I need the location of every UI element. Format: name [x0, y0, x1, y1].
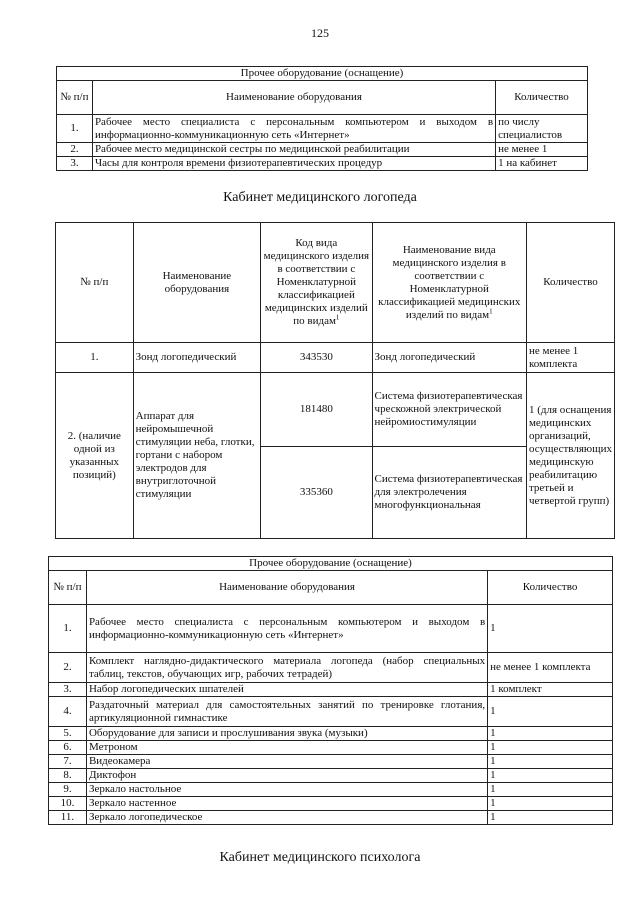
logoped-equipment-table: [55, 222, 615, 539]
cell-qty: 1: [488, 769, 613, 783]
other-equipment-table-2: [48, 556, 613, 825]
table-row: [49, 727, 613, 741]
table-row: [49, 683, 613, 697]
col-header-name: Наименование оборудования: [133, 223, 261, 343]
table-row: [49, 797, 613, 811]
cell-name: Оборудование для записи и прослушивания звука (музыки): [86, 727, 487, 741]
table-row: [57, 157, 588, 171]
cell-num: 7.: [49, 755, 87, 769]
cell-qty: 1 комплект: [488, 683, 613, 697]
cell-qty: не менее 1 комплекта: [526, 343, 614, 373]
table-row: [56, 343, 615, 373]
cell-name: Видеокамера: [86, 755, 487, 769]
col-header-qty: Количество: [496, 81, 588, 115]
table-row: [56, 373, 615, 447]
cell-code: 335360: [261, 447, 372, 539]
table-row: [49, 697, 613, 727]
cell-qty: не менее 1 комплекта: [488, 653, 613, 683]
table-row: [57, 143, 588, 157]
cell-num: 11.: [49, 811, 87, 825]
cell-qty: 1: [488, 783, 613, 797]
cell-qty: не менее 1: [496, 143, 588, 157]
cell-qty: 1: [488, 811, 613, 825]
table-row: [49, 605, 613, 653]
table-row: [49, 653, 613, 683]
table-row: [49, 783, 613, 797]
cell-type: Зонд логопедический: [372, 343, 526, 373]
cell-code: 181480: [261, 373, 372, 447]
cell-name: Аппарат для нейромышечной стимуляции неба, глотки, гортани с набором электродов для внутриглоточной стимуляции: [133, 373, 261, 539]
cell-num: 8.: [49, 769, 87, 783]
col-header-type: Наименование вида медицинского изделия в соответствии с Номенклатурной классификацией медицинских изделий по видам$^1$: [372, 223, 526, 343]
cell-name: Рабочее место медицинской сестры по медицинской реабилитации: [92, 143, 495, 157]
cell-num: 3.: [57, 157, 93, 171]
table-caption: Прочее оборудование (оснащение): [49, 557, 613, 571]
other-equipment-table-1: [56, 66, 588, 171]
section-heading-psych: Кабинет медицинского психолога: [219, 850, 421, 865]
cell-num: 1.: [56, 343, 134, 373]
cell-num: 5.: [49, 727, 87, 741]
table-row: [49, 769, 613, 783]
cell-name: Зеркало настольное: [86, 783, 487, 797]
cell-qty: 1: [488, 605, 613, 653]
table-caption: Прочее оборудование (оснащение): [57, 67, 588, 81]
cell-num: 1.: [57, 115, 93, 143]
cell-qty: 1 (для оснащения медицинских организаций, осуществляющих медицинскую реабилитацию третьей и четвертой групп): [526, 373, 614, 539]
cell-num: 4.: [49, 697, 87, 727]
col-header-code: Код вида медицинского изделия в соответствии с Номенклатурной классификацией медицинских изделий по видам$^1$: [261, 223, 372, 343]
cell-name: Рабочее место специалиста с персональным компьютером и выходом в информационно-коммуникационную сеть «Интернет»: [86, 605, 487, 653]
table-row: [49, 741, 613, 755]
cell-num: 6.: [49, 741, 87, 755]
table-row: [57, 115, 588, 143]
col-header-num: № п/п: [56, 223, 134, 343]
cell-name: Зонд логопедический: [133, 343, 261, 373]
cell-num: 2. (наличие одной из указанных позиций): [56, 373, 134, 539]
table-row: [49, 755, 613, 769]
col-header-name: Наименование оборудования: [86, 571, 487, 605]
cell-code: 343530: [261, 343, 372, 373]
cell-type: Система физиотерапевтическая чрескожной электрической нейромиостимуляции: [372, 373, 526, 447]
col-header-qty: Количество: [526, 223, 614, 343]
col-header-qty: Количество: [488, 571, 613, 605]
cell-type: Система физиотерапевтическая для электролечения многофункциональная: [372, 447, 526, 539]
cell-qty: 1: [488, 755, 613, 769]
cell-num: 10.: [49, 797, 87, 811]
cell-name: Зеркало логопедическое: [86, 811, 487, 825]
cell-qty: 1 на кабинет: [496, 157, 588, 171]
col-header-num: № п/п: [49, 571, 87, 605]
cell-name: Диктофон: [86, 769, 487, 783]
cell-num: 2.: [49, 653, 87, 683]
cell-qty: 1: [488, 797, 613, 811]
cell-num: 3.: [49, 683, 87, 697]
section-heading-logoped: Кабинет медицинского логопеда: [223, 190, 417, 205]
cell-qty: 1: [488, 727, 613, 741]
cell-qty: 1: [488, 697, 613, 727]
cell-name: Метроном: [86, 741, 487, 755]
cell-qty: по числу специалистов: [496, 115, 588, 143]
cell-num: 9.: [49, 783, 87, 797]
col-header-num: № п/п: [57, 81, 93, 115]
table-row: [49, 811, 613, 825]
cell-name: Зеркало настенное: [86, 797, 487, 811]
col-header-name: Наименование оборудования: [92, 81, 495, 115]
cell-name: Набор логопедических шпателей: [86, 683, 487, 697]
cell-name: Раздаточный материал для самостоятельных занятий по тренировке глотания, артикуляционной гимнастике: [86, 697, 487, 727]
page-number: 125: [311, 26, 329, 40]
cell-name: Комплект наглядно-дидактического материала логопеда (набор специальных таблиц, текстов, обучающих игр, рабочих тетрадей): [86, 653, 487, 683]
cell-qty: 1: [488, 741, 613, 755]
cell-num: 1.: [49, 605, 87, 653]
cell-num: 2.: [57, 143, 93, 157]
cell-name: Часы для контроля времени физиотерапевтических процедур: [92, 157, 495, 171]
cell-name: Рабочее место специалиста с персональным компьютером и выходом в информационно-коммуникационную сеть «Интернет»: [92, 115, 495, 143]
